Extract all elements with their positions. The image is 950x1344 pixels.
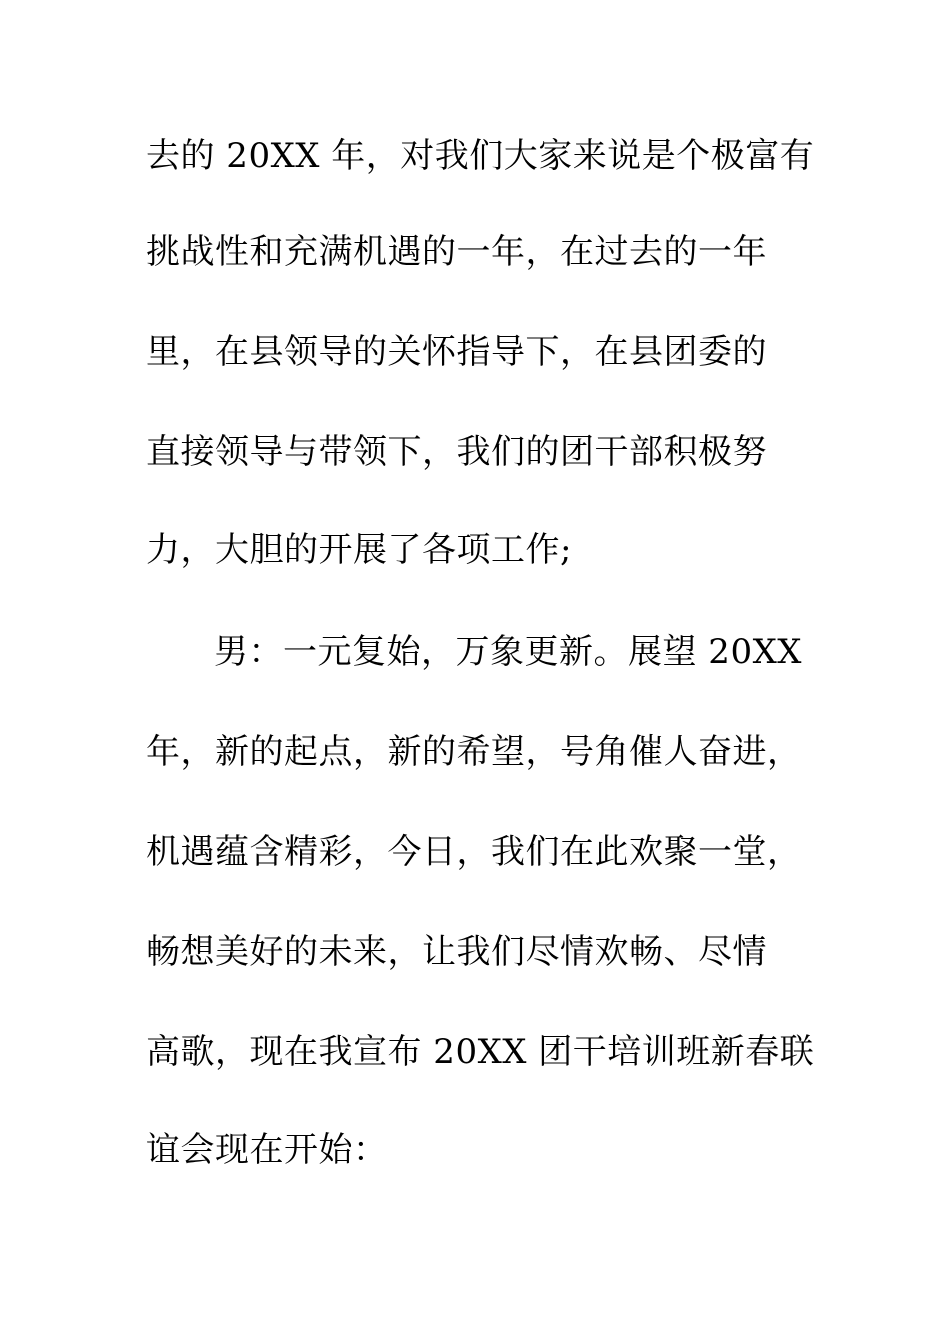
text-line: 里，在县领导的关怀指导下，在县团委的 [146, 332, 767, 372]
paragraph-first-line: 男：一元复始，万象更新。展望 20XX [214, 632, 802, 672]
text-line: 畅想美好的未来，让我们尽情欢畅、尽情 [146, 932, 767, 972]
text-line: 高歌，现在我宣布 20XX 团干培训班新春联 [146, 1032, 815, 1072]
text-line: 机遇蕴含精彩，今日，我们在此欢聚一堂， [146, 832, 802, 872]
text-line: 谊会现在开始： [146, 1130, 388, 1170]
text-line: 直接领导与带领下，我们的团干部积极努 [146, 432, 767, 472]
text-line: 去的 20XX 年，对我们大家来说是个极富有 [146, 136, 815, 176]
text-line: 力，大胆的开展了各项工作; [146, 530, 572, 570]
text-line: 挑战性和充满机遇的一年，在过去的一年 [146, 232, 767, 272]
text-line: 年，新的起点，新的希望，号角催人奋进， [146, 732, 802, 772]
